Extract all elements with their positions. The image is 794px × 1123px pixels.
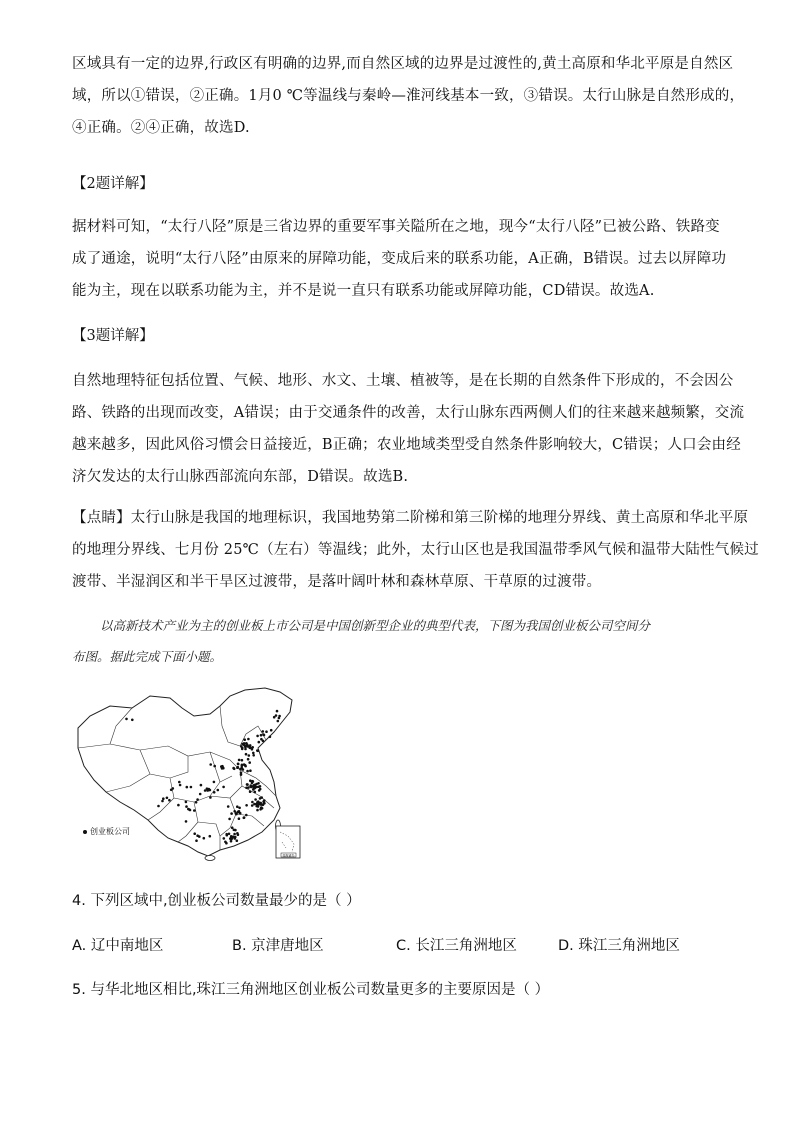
company-dot	[186, 786, 189, 789]
company-dot	[178, 781, 181, 784]
company-dot	[213, 781, 216, 784]
text-line: 布图。据此完成下面小题。	[72, 649, 223, 664]
company-dot	[256, 809, 259, 812]
company-dot	[249, 790, 252, 793]
company-dot	[255, 805, 258, 808]
company-dot	[179, 784, 182, 787]
company-dot	[193, 809, 196, 812]
company-dot	[255, 783, 258, 786]
company-dot	[237, 766, 240, 769]
company-dot	[243, 763, 246, 766]
text-line: 渡带、半湿润区和半干旱区过渡带，是落叶阔叶林和森林草原、干草原的过渡带。	[72, 574, 602, 590]
company-dot	[187, 808, 190, 811]
company-dot	[196, 798, 199, 801]
legend-label: 创业板公司	[90, 827, 130, 836]
company-dot	[213, 791, 216, 794]
company-dot	[243, 817, 246, 820]
company-dot	[251, 782, 254, 785]
company-dot	[243, 742, 246, 745]
company-dot	[269, 736, 272, 739]
company-dot	[223, 837, 226, 840]
company-dot	[177, 804, 180, 807]
company-dot	[270, 729, 273, 732]
company-dot	[208, 788, 211, 791]
company-dot	[237, 833, 240, 836]
company-dot	[245, 753, 248, 756]
company-dot	[243, 738, 246, 741]
company-dot	[193, 832, 196, 835]
text-line: 据材料可知，“太行八陉”原是三省边界的重要军事关隘所在之地，现今“太行八陉”已被公路、铁路变	[72, 219, 720, 235]
company-dot	[232, 767, 235, 770]
company-dot	[246, 783, 249, 786]
company-dot	[262, 800, 265, 803]
company-dot	[258, 789, 261, 792]
company-dot	[203, 837, 206, 840]
company-dot	[248, 761, 251, 764]
company-dot	[259, 808, 262, 811]
company-dot	[251, 801, 254, 804]
company-dot	[257, 750, 260, 753]
company-dot	[235, 813, 238, 816]
company-dot	[196, 834, 199, 837]
company-dot	[199, 793, 202, 796]
company-dot	[236, 839, 239, 842]
company-dot	[233, 833, 236, 836]
company-dot	[273, 716, 276, 719]
company-dot	[162, 797, 165, 800]
company-dot	[260, 734, 263, 737]
company-dot	[276, 710, 279, 713]
company-dot	[228, 833, 231, 836]
company-dot	[230, 812, 233, 815]
company-dot	[185, 805, 188, 808]
text-line: 自然地理特征包括位置、气候、地形、水文、土壤、植被等，是在长期的自然条件下形成的，不会因公	[72, 373, 734, 389]
legend-dot-icon	[83, 830, 87, 834]
heading-q3: 【3题详解】	[72, 328, 154, 344]
company-dot	[168, 799, 171, 802]
company-dot	[258, 741, 261, 744]
company-dot	[248, 754, 251, 757]
company-dot	[260, 738, 263, 741]
company-dot	[249, 747, 252, 750]
dianjing-paragraph	[72, 502, 759, 598]
company-dot	[209, 796, 212, 799]
text-line: 济欠发达的太行山脉西部流向东部，D错误。故选B.	[72, 469, 409, 485]
q4-option-d[interactable]: D. 珠江三角洲地区	[558, 938, 680, 954]
text-line: 成了通途，说明“太行八陉”由原来的屏障功能，变成后来的联系功能，A正确，B错误。过去以屏障功	[72, 251, 727, 267]
q4-option-a[interactable]: A. 辽中南地区	[72, 938, 164, 954]
company-dot	[237, 763, 240, 766]
company-dot	[239, 768, 242, 771]
company-dot	[236, 805, 239, 808]
company-dot	[256, 735, 259, 738]
company-dot	[241, 759, 244, 762]
company-dot	[125, 718, 128, 721]
company-dot	[241, 748, 244, 751]
hainan-island	[205, 856, 215, 861]
company-dot	[222, 786, 225, 789]
company-dot	[170, 789, 173, 792]
company-dot	[241, 765, 244, 768]
company-dot	[238, 759, 241, 762]
company-dot	[246, 745, 249, 748]
company-dot	[161, 800, 164, 803]
section1-paragraph	[72, 48, 745, 144]
question-5-stem: 5. 与华北地区相比,珠江三角洲地区创业板公司数量更多的主要原因是（ ）	[72, 982, 550, 998]
company-dot	[217, 789, 220, 792]
company-dot	[265, 730, 268, 733]
company-dot	[251, 804, 254, 807]
company-dot	[245, 804, 248, 807]
company-dot	[231, 826, 234, 829]
company-dot	[166, 797, 169, 800]
q4-option-c[interactable]: C. 长江三角洲地区	[396, 938, 517, 954]
company-dot	[239, 812, 242, 815]
text-line: 路、铁路的出现而改变，A错误；由于交通条件的改善，太行山脉东西两侧人们的往来越来越频繁，交流	[72, 405, 745, 421]
text-line: 域，所以①错误，②正确。1月0 ℃等温线与秦岭—淮河线基本一致，③错误。太行山脉是自然形成的，	[72, 88, 745, 104]
company-dot	[252, 752, 255, 755]
q4-option-b[interactable]: B. 京津唐地区	[232, 938, 324, 954]
company-dot	[263, 734, 266, 737]
company-dot	[185, 820, 188, 823]
company-dot	[234, 836, 237, 839]
company-dot	[209, 763, 212, 766]
company-dot	[278, 715, 281, 718]
text-line: 的地理分界线、七月份 25℃（左右）等温线；此外，太行山区也是我国温带季风气候和温带大陆性气候过	[72, 542, 759, 558]
company-dot	[231, 837, 234, 840]
company-dot	[225, 842, 228, 845]
company-dot	[247, 738, 250, 741]
question-4-stem: 4. 下列区域中,创业板公司数量最少的是（ ）	[72, 893, 361, 909]
company-dot	[245, 787, 248, 790]
company-dot	[242, 768, 245, 771]
company-dot	[226, 834, 229, 837]
company-dot	[200, 784, 203, 787]
company-dot	[257, 786, 260, 789]
company-dot	[245, 814, 248, 817]
company-dot	[157, 805, 160, 808]
company-dot	[249, 779, 252, 782]
text-line: 【点睛】太行山脉是我国的地理标识，我国地势第二阶梯和第三阶梯的地理分界线、黄土高原和华北平原	[72, 510, 749, 526]
company-dot	[240, 773, 243, 776]
company-dot	[251, 746, 254, 749]
company-dot	[238, 807, 241, 810]
company-dot	[254, 798, 257, 801]
company-dot	[254, 787, 257, 790]
company-dot	[131, 719, 134, 722]
question-intro	[72, 610, 732, 672]
company-dot	[195, 839, 198, 842]
company-dot	[260, 803, 263, 806]
company-dot	[185, 801, 188, 804]
company-dot	[190, 786, 193, 789]
company-dot	[238, 817, 241, 820]
company-dot	[195, 801, 198, 804]
company-dot	[234, 829, 237, 832]
company-dot	[244, 748, 247, 751]
company-dot	[277, 720, 280, 723]
company-dot	[259, 797, 262, 800]
company-dot	[249, 744, 252, 747]
text-line: ④正确。②④正确，故选D.	[72, 120, 250, 136]
company-dot	[249, 784, 252, 787]
company-dot	[222, 767, 225, 770]
inset-caption: 南海诸岛	[282, 853, 295, 858]
company-dot	[254, 791, 257, 794]
company-dot	[209, 835, 212, 838]
company-dot	[227, 805, 230, 808]
section2-paragraph	[72, 211, 727, 307]
company-dot	[230, 840, 233, 843]
company-dot	[252, 754, 255, 757]
text-line: 越来越多，因此风俗习惯会日益接近，B正确；农业地域类型受自然条件影响较大，C错误；人口会由经	[72, 437, 741, 453]
text-line: 能为主，现在以联系功能为主，并不是说一直只有联系功能或屏障功能，CD错误。故选A.	[72, 283, 655, 299]
section3-paragraph	[72, 365, 745, 493]
company-dot	[262, 730, 265, 733]
company-dot	[249, 769, 252, 772]
map-legend	[83, 826, 130, 837]
company-dot	[247, 758, 250, 761]
company-dot	[233, 810, 236, 813]
company-dot	[246, 770, 249, 773]
company-dot	[213, 765, 216, 768]
text-line: 以高新技术产业为主的创业板上市公司是中国创新型企业的典型代表，下图为我国创业板公司空间分	[100, 618, 651, 633]
text-line: 区域具有一定的边界,行政区有明确的边界,而自然区域的边界是过渡性的,黄土高原和华北平原是自然区	[72, 56, 734, 72]
heading-q2: 【2题详解】	[72, 176, 154, 192]
company-dot	[228, 818, 231, 821]
